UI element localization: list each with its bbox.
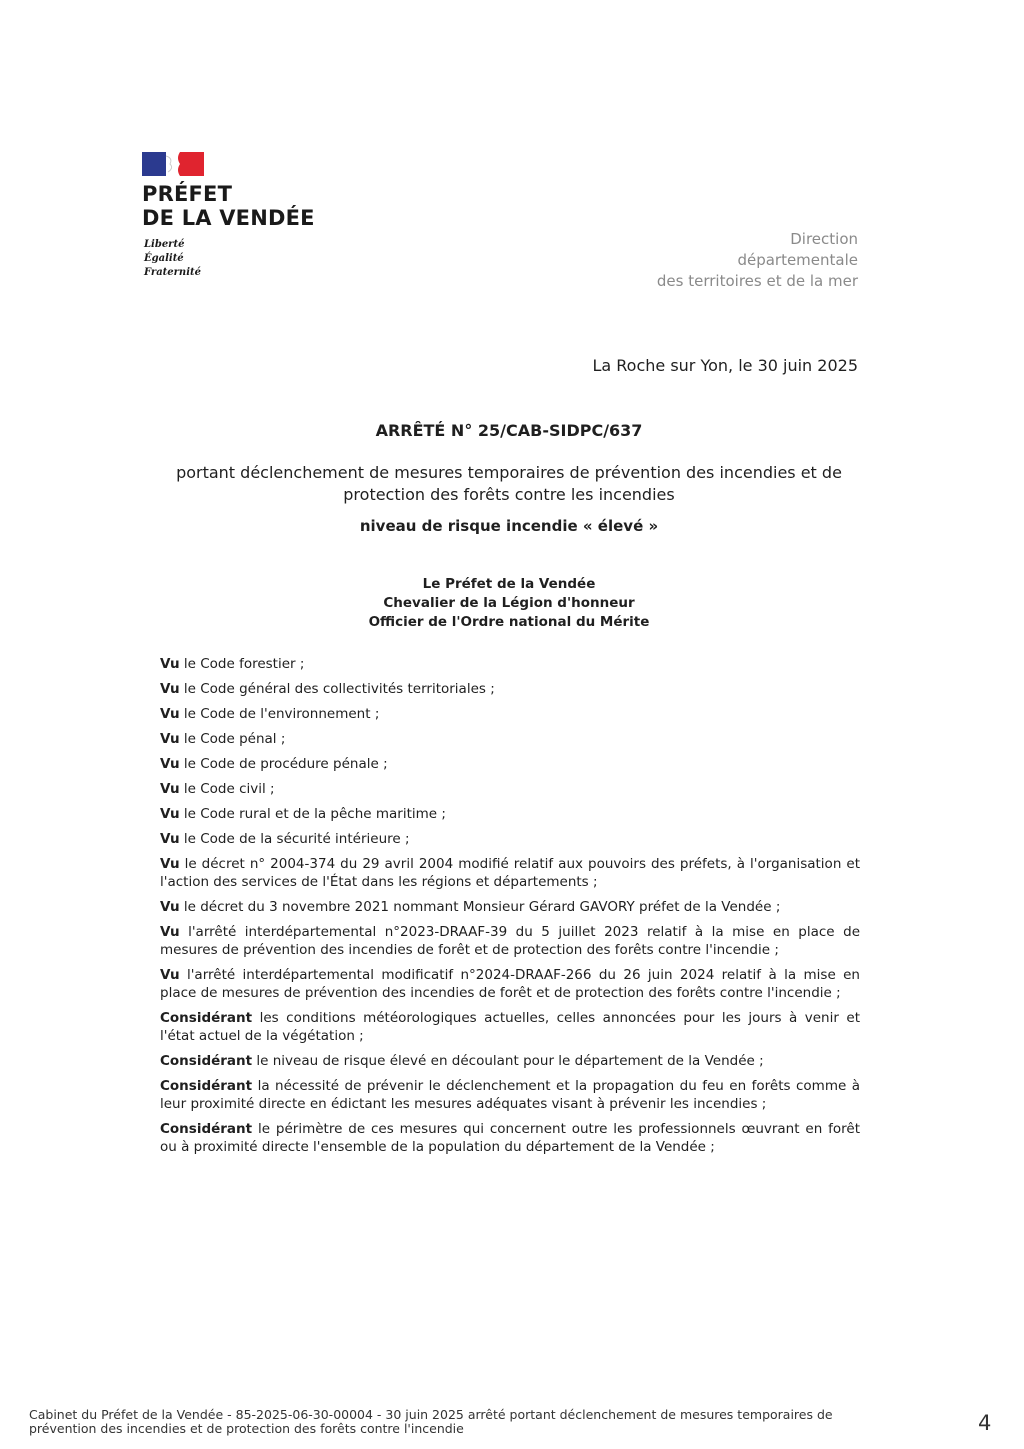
direction-line: Direction <box>790 230 858 248</box>
visa-item <box>160 923 860 959</box>
motto-line: Fraternité <box>144 267 201 278</box>
visa-text: le Code forestier ; <box>179 656 305 672</box>
subject-line: protection des forêts contre les incendies <box>343 485 675 504</box>
direction-line: des territoires et de la mer <box>656 272 858 290</box>
visa-keyword: Vu <box>160 781 180 797</box>
considerant-text: le périmètre de ces mesures qui concernent outre les professionnels œuvrant en forêt ou à proximité directe l'ensemble de la population du département de la Vendée ; <box>160 1121 860 1155</box>
signatory-line: Chevalier de la Légion d'honneur <box>383 595 635 611</box>
considerant-text: la nécessité de prévenir le déclenchement et la propagation du feu en forêts comme à leur proximité directe en édictant les mesures adéquates visant à prévenir les incendies ; <box>160 1078 860 1112</box>
visa-item <box>160 655 860 673</box>
visa-item <box>160 830 860 848</box>
considerant-keyword: Considérant <box>160 1078 253 1094</box>
considerant-item <box>160 1120 860 1156</box>
visa-item <box>160 755 860 773</box>
motto-line: Liberté <box>144 239 185 250</box>
visa-item <box>160 680 860 698</box>
footer-line: Cabinet du Préfet de la Vendée - 85-2025-06-30-00004 - 30 juin 2025 arrêté portant déclenchement de mesures temporaires de <box>29 1407 833 1422</box>
visa-text: le Code civil ; <box>179 781 275 797</box>
visa-item <box>160 705 860 723</box>
considerant-item <box>160 1052 860 1070</box>
considerant-item <box>160 1077 860 1113</box>
prefet-title-line: DE LA VENDÉE <box>142 206 315 230</box>
motto-line: Égalité <box>144 253 184 264</box>
visa-keyword: Vu <box>160 967 180 983</box>
risk-level: niveau de risque incendie « élevé » <box>359 517 659 535</box>
republic-motto <box>144 238 201 280</box>
signatory-line: Le Préfet de la Vendée <box>422 576 596 592</box>
visa-text: le décret n° 2004-374 du 29 avril 2004 modifié relatif aux pouvoirs des préfets, à l'organisation et l'action des services de l'État dans les régions et départements ; <box>160 856 860 890</box>
visa-item <box>160 966 860 1002</box>
visas-list <box>160 655 860 1163</box>
considerant-item <box>160 1009 860 1045</box>
visa-item <box>160 855 860 891</box>
visa-keyword: Vu <box>160 706 180 722</box>
visa-keyword: Vu <box>160 806 180 822</box>
place-and-date: La Roche sur Yon, le 30 juin 2025 <box>592 356 858 375</box>
prefet-title <box>142 182 342 230</box>
visa-keyword: Vu <box>160 656 180 672</box>
issuing-direction <box>657 229 858 292</box>
visa-keyword: Vu <box>160 899 180 915</box>
direction-line: départementale <box>737 251 858 269</box>
considerant-keyword: Considérant <box>160 1010 253 1026</box>
arrete-subject <box>140 462 878 506</box>
visa-keyword: Vu <box>160 856 180 872</box>
visa-text: le décret du 3 novembre 2021 nommant Monsieur Gérard GAVORY préfet de la Vendée ; <box>179 899 781 915</box>
visa-text: le Code de l'environnement ; <box>179 706 380 722</box>
marianne-flag-icon <box>142 152 204 176</box>
visa-keyword: Vu <box>160 924 180 940</box>
visa-text: le Code pénal ; <box>179 731 286 747</box>
subject-line: portant déclenchement de mesures temporaires de prévention des incendies et de <box>176 463 842 482</box>
arrete-number: ARRÊTÉ N° 25/CAB-SIDPC/637 <box>375 421 643 440</box>
page-footer <box>29 1408 929 1436</box>
visa-text: le Code général des collectivités territoriales ; <box>179 681 495 697</box>
visa-text: le Code de la sécurité intérieure ; <box>179 831 410 847</box>
visa-item <box>160 805 860 823</box>
footer-line: prévention des incendies et de protection des forêts contre l'incendie <box>29 1421 464 1436</box>
signatory-block <box>160 575 858 632</box>
prefet-title-line: PRÉFET <box>142 182 233 206</box>
considerant-text: les conditions météorologiques actuelles, celles annoncées pour les jours à venir et l'état actuel de la végétation ; <box>160 1010 860 1044</box>
visa-keyword: Vu <box>160 681 180 697</box>
visa-item <box>160 780 860 798</box>
considerant-keyword: Considérant <box>160 1053 253 1069</box>
signatory-line: Officier de l'Ordre national du Mérite <box>368 614 650 630</box>
visa-text: l'arrêté interdépartemental modificatif n°2024-DRAAF-266 du 26 juin 2024 relatif à la mise en place de mesures de prévention des incendies de forêt et de protection des forêts contre l'incendie ; <box>160 967 860 1001</box>
visa-keyword: Vu <box>160 831 180 847</box>
visa-keyword: Vu <box>160 756 180 772</box>
visa-text: l'arrêté interdépartemental n°2023-DRAAF-39 du 5 juillet 2023 relatif à la mise en place de mesures de prévention des incendies de forêt et de protection des forêts contre l'incendie ; <box>160 924 860 958</box>
considerant-text: le niveau de risque élevé en découlant pour le département de la Vendée ; <box>252 1053 764 1069</box>
visa-text: le Code de procédure pénale ; <box>179 756 388 772</box>
visa-item <box>160 730 860 748</box>
visa-keyword: Vu <box>160 731 180 747</box>
visa-item <box>160 898 860 916</box>
visa-text: le Code rural et de la pêche maritime ; <box>179 806 446 822</box>
page-number: 4 <box>978 1411 992 1435</box>
considerant-keyword: Considérant <box>160 1121 253 1137</box>
